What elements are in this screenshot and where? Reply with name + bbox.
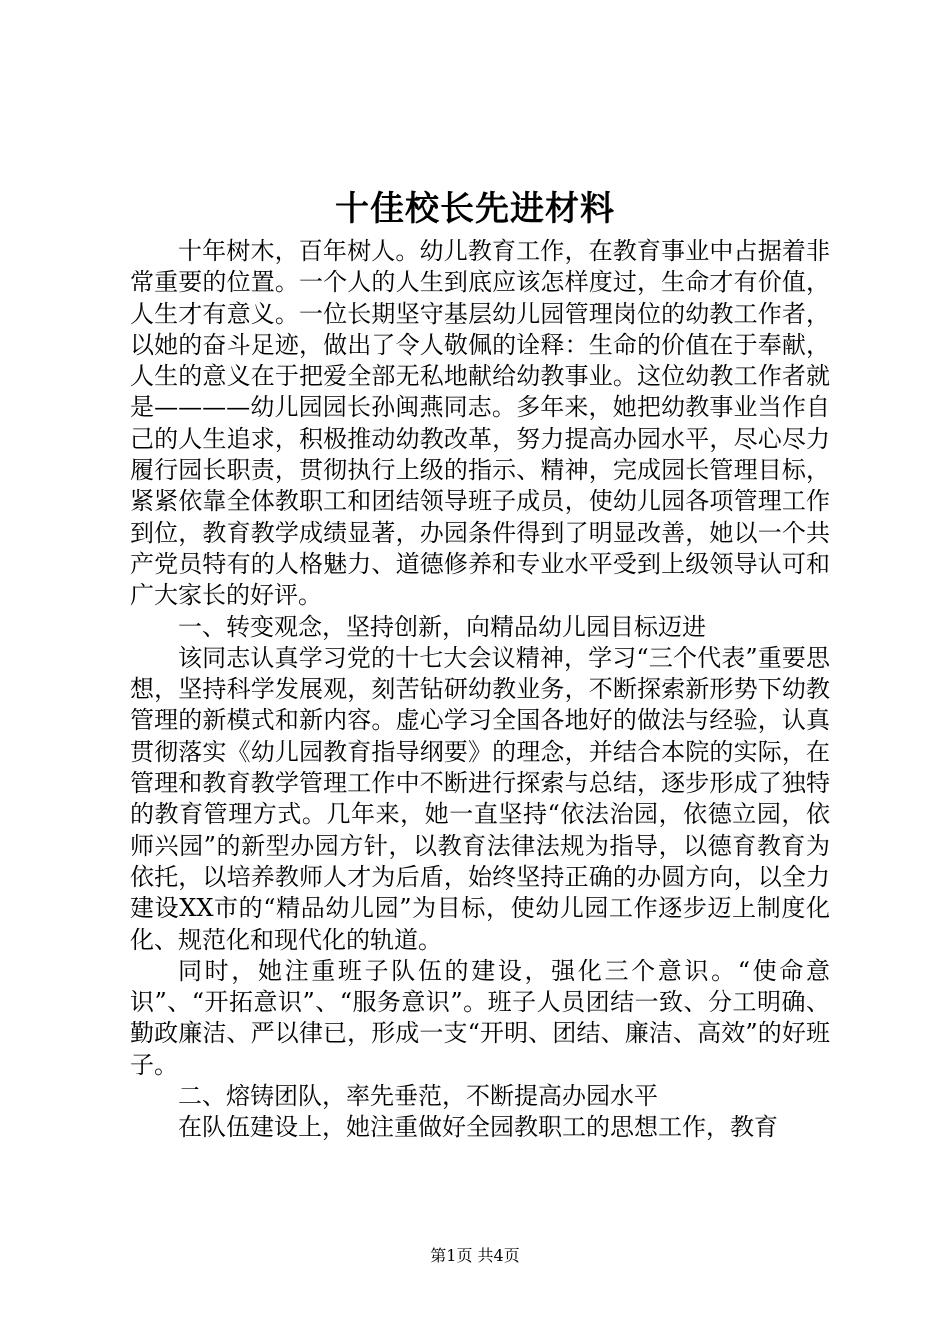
paragraph-intro: 十年树木，百年树人。幼儿教育工作，在教育事业中占据着非常重要的位置。一个人的人生到底应该怎样度过，生命才有价值，人生才有意义。一位长期坚守基层幼儿园管理岗位的幼教工作者，以她的奋斗足迹，做出了令人敬佩的诠释：生命的价值在于奉献，人生的意义在于把爱全部无私地献给幼教事业。这位幼教工作者就是————幼儿园园长孙闽燕同志。多年来，她把幼教事业当作自己的人生追求，积极推动幼教改革，努力提高办园水平，尽心尽力履行园长职责，贯彻执行上级的指示、精神，完成园长管理目标，紧紧依靠全体教职工和团结领导班子成员，使幼儿园各项管理工作到位，教育教学成绩显著，办园条件得到了明显改善，她以一个共产党员特有的人格魅力、道德修养和专业水平受到上级领导认可和广大家长的好评。 [130,237,830,610]
page-footer: 第1页 共4页 [430,1246,520,1265]
section-heading-1: 一、转变观念，坚持创新，向精品幼儿园目标迈进 [178,612,706,641]
paragraph-section-2: 在队伍建设上，她注重做好全园教职工的思想工作，教育 [178,1113,778,1142]
document-title: 十佳校长先进材料 [335,189,615,229]
section-heading-2: 二、熔铸团队，率先垂范，不断提高办园水平 [178,1082,658,1111]
paragraph-team-building: 同时，她注重班子队伍的建设，强化三个意识。“使命意识”、“开拓意识”、“服务意识”。班子人员团结一致、分工明确、勤政廉洁、严以律已，形成一支“开明、团结、廉洁、高效”的好班子。 [130,956,830,1079]
document-body [130,236,830,1144]
paragraph-section-1: 该同志认真学习党的十七大会议精神，学习“三个代表”重要思想，坚持科学发展观，刻苦钻研幼教业务，不断探索新形势下幼教管理的新模式和新内容。虚心学习全国各地好的做法与经验，认真贯彻落实《幼儿园教育指导纲要》的理念，并结合本院的实际，在管理和教育教学管理工作中不断进行探索与总结，逐步形成了独特的教育管理方式。几年来，她一直坚持“依法治园，依德立园，依师兴园”的新型办园方针，以教育法律法规为指导，以德育教育为依托，以培养教师人才为后盾，始终坚持正确的办圆方向，以全力建设XX市的“精品幼儿园”为目标，使幼儿园工作逐步迈上制度化化、规范化和现代化的轨道。 [130,643,830,954]
